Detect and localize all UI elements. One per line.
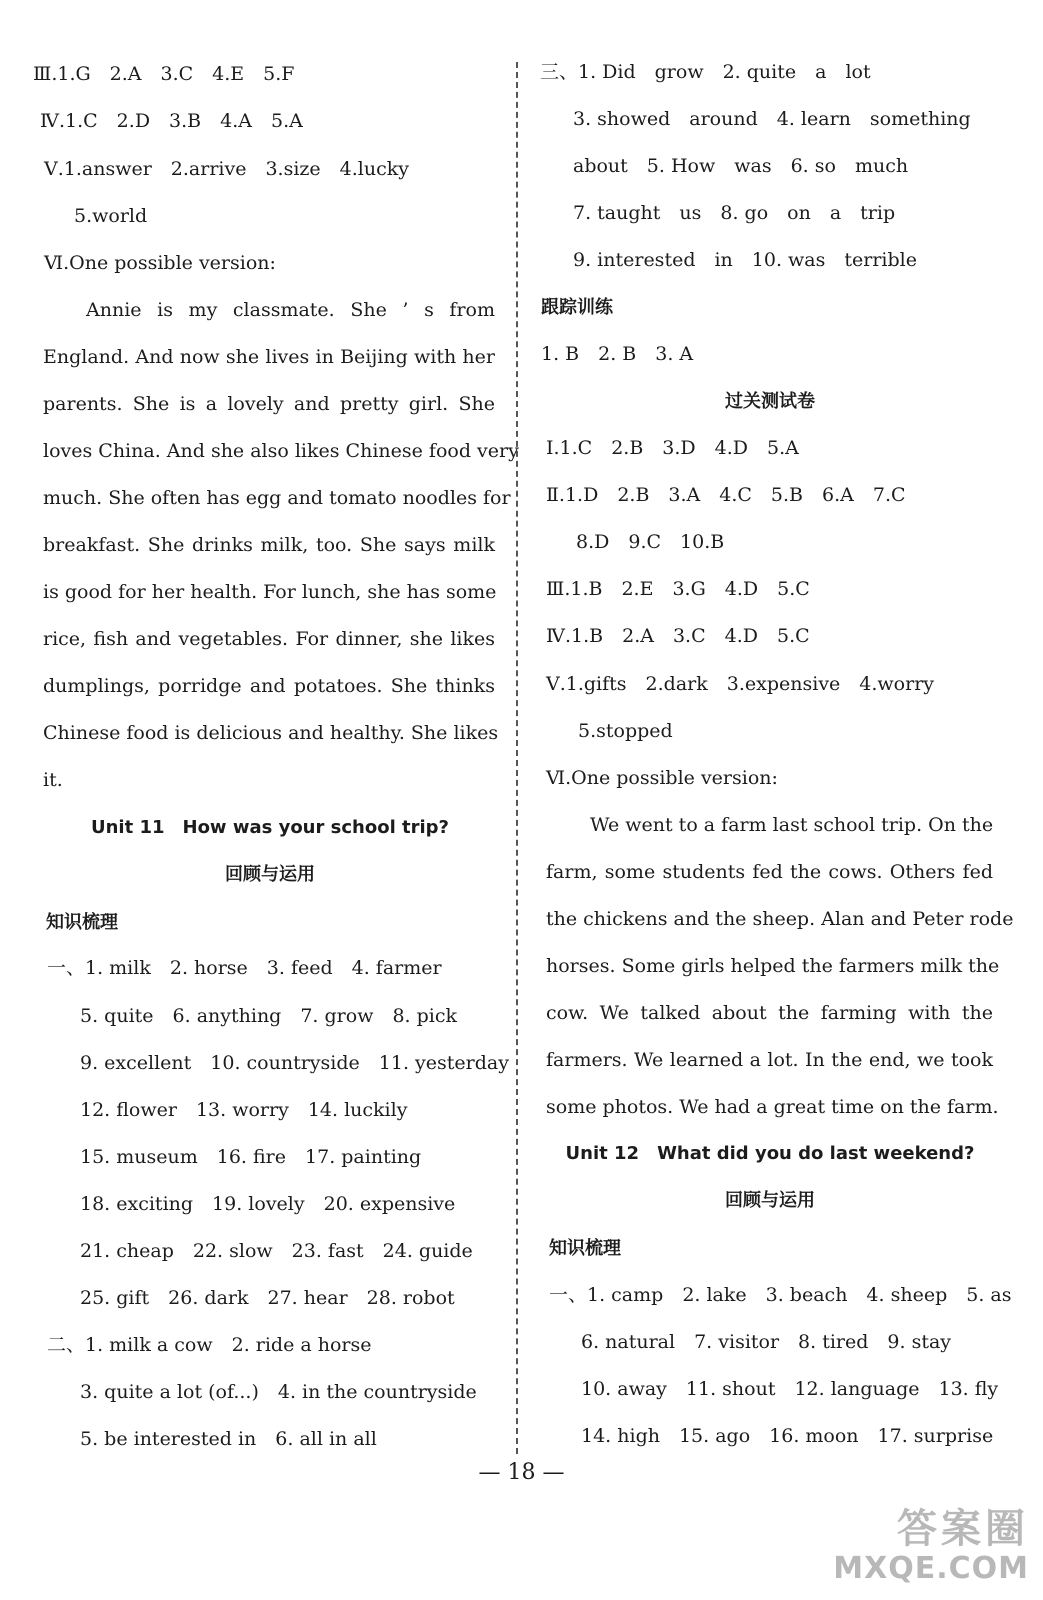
answer-line: 14. high 15. ago 16. moon 17. surprise (581, 1425, 994, 1447)
answer-line: Ⅲ.1.G 2.A 3.C 4.E 5.F (33, 63, 295, 85)
essay-line: some photos. We had a great time on the farm. (546, 1096, 999, 1118)
essay-line: parents. She is a lovely and pretty girl. She (43, 393, 495, 415)
answer-line: Ⅲ.1.B 2.E 3.G 4.D 5.C (546, 578, 810, 600)
answer-line: Ⅳ.1.C 2.D 3.B 4.A 5.A (40, 110, 303, 132)
answer-line: 6. natural 7. visitor 8. tired 9. stay (581, 1331, 952, 1353)
subsection-heading: 跟踪训练 (541, 297, 613, 318)
watermark-logo-text: 答案圈 (897, 1506, 1029, 1552)
answer-line: 9. excellent 10. countryside 11. yesterday (80, 1052, 509, 1074)
answer-line: 9. interested in 10. was terrible (573, 249, 917, 271)
essay-line: England. And now she lives in Beijing with her (43, 346, 495, 368)
answer-line: Ⅱ.1.D 2.B 3.A 4.C 5.B 6.A 7.C (546, 484, 906, 506)
essay-line: much. She often has egg and tomato noodles for (43, 487, 511, 509)
essay-line: Chinese food is delicious and healthy. She likes (43, 722, 499, 744)
section-title: 回顾与运用 (725, 1190, 815, 1211)
essay-line: cow. We talked about the farming with the (546, 1002, 993, 1024)
subsection-heading: 知识梳理 (46, 912, 118, 933)
watermark (833, 1506, 1029, 1586)
answer-line: 3. showed around 4. learn something (573, 108, 971, 130)
answer-line: 25. gift 26. dark 27. hear 28. robot (80, 1287, 455, 1309)
answer-line: 5. quite 6. anything 7. grow 8. pick (80, 1005, 458, 1027)
column-divider (516, 62, 518, 1454)
essay-line: is good for her health. For lunch, she has some (43, 581, 497, 603)
answer-line: 5. be interested in 6. all in all (80, 1428, 377, 1450)
watermark-url: MXQE.COM (833, 1551, 1029, 1586)
answer-line: 1. B 2. B 3. A (541, 343, 694, 365)
section-title: 回顾与运用 (225, 864, 315, 885)
answer-line: 三、1. Did grow 2. quite a lot (540, 61, 871, 83)
answer-line: 18. exciting 19. lovely 20. expensive (80, 1193, 456, 1215)
essay-line: it. (43, 769, 63, 791)
answer-line: 12. flower 13. worry 14. luckily (80, 1099, 408, 1121)
section-title: 过关测试卷 (725, 391, 815, 412)
essay-line: horses. Some girls helped the farmers milk the (546, 955, 1000, 977)
subsection-heading: 知识梳理 (549, 1238, 621, 1259)
answer-line: 7. taught us 8. go on a trip (573, 202, 896, 224)
page-number: — 18 — (478, 1460, 565, 1485)
answer-line: 15. museum 16. fire 17. painting (80, 1146, 422, 1168)
answer-line: 一、1. milk 2. horse 3. feed 4. farmer (47, 957, 442, 979)
answer-line: Ⅳ.1.B 2.A 3.C 4.D 5.C (546, 625, 810, 647)
answer-line: 8.D 9.C 10.B (576, 531, 725, 553)
essay-line: rice, fish and vegetables. For dinner, she likes (43, 628, 495, 650)
answer-line: Ⅰ.1.C 2.B 3.D 4.D 5.A (546, 437, 799, 459)
answer-line: Ⅴ.1.answer 2.arrive 3.size 4.lucky (44, 158, 410, 180)
answer-line: 5.stopped (578, 720, 673, 742)
essay-heading: Ⅵ.One possible version: (44, 252, 276, 274)
essay-line: Annie is my classmate. She ’ s from (86, 299, 495, 321)
answer-line: 5.world (74, 205, 148, 227)
answer-line: 3. quite a lot (of...) 4. in the countryside (80, 1381, 477, 1403)
essay-line: breakfast. She drinks milk, too. She says milk (43, 534, 495, 556)
essay-heading: Ⅵ.One possible version: (546, 767, 778, 789)
essay-line: We went to a farm last school trip. On the (590, 814, 994, 836)
essay-line: the chickens and the sheep. Alan and Peter rode (546, 908, 1014, 930)
answer-line: about 5. How was 6. so much (573, 155, 909, 177)
essay-line: farm, some students fed the cows. Others fed (546, 861, 993, 883)
unit-title: Unit 12 What did you do last weekend? (565, 1143, 975, 1164)
unit-title: Unit 11 How was your school trip? (90, 817, 449, 838)
essay-line: farmers. We learned a lot. In the end, we took (546, 1049, 993, 1071)
essay-line: loves China. And she also likes Chinese food very (43, 440, 519, 462)
answer-line: Ⅴ.1.gifts 2.dark 3.expensive 4.worry (546, 673, 935, 695)
answer-line: 21. cheap 22. slow 23. fast 24. guide (80, 1240, 473, 1262)
answer-line: 二、1. milk a cow 2. ride a horse (47, 1334, 372, 1356)
essay-line: dumplings, porridge and potatoes. She thinks (43, 675, 495, 697)
answer-line: 10. away 11. shout 12. language 13. fly (581, 1378, 999, 1400)
answer-line: 一、1. camp 2. lake 3. beach 4. sheep 5. as (549, 1284, 1012, 1306)
